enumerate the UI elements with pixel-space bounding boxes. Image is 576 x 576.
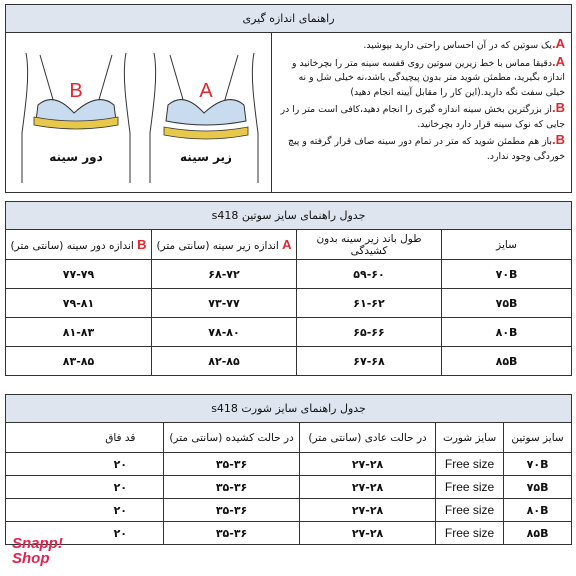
guide-item-text: از بزرگترین بخش سینه اندازه گیری را انجام دهید،کافی است متر را در جایی که نوک سینه قرار دارد بچرخانید. bbox=[280, 104, 565, 130]
underbust-value: ۷۳-۷۷ bbox=[152, 289, 297, 318]
table-row bbox=[6, 453, 572, 476]
bra-size: ۷۰B bbox=[442, 260, 572, 289]
underbust-value: ۸۲-۸۵ bbox=[152, 347, 297, 376]
bra-size: ۷۰B bbox=[504, 453, 572, 476]
underbust-value: ۶۸-۷۲ bbox=[152, 260, 297, 289]
header-bra-size: سایز سوتین bbox=[504, 423, 572, 453]
brief-size: Free size bbox=[436, 499, 504, 522]
bust-value: ۸۳-۸۵ bbox=[6, 347, 152, 376]
figure-a-label: زیر سینه bbox=[179, 150, 232, 164]
table-row bbox=[6, 289, 572, 318]
table-row bbox=[6, 318, 572, 347]
bra-size: ۸۰B bbox=[442, 318, 572, 347]
height-value: ۲۰ bbox=[78, 453, 164, 476]
header-underbust-letter: A bbox=[282, 237, 292, 252]
header-bust: B اندازه دور سینه (سانتی متر) bbox=[6, 230, 152, 260]
guide-title: راهنمای اندازه گیری bbox=[6, 5, 572, 33]
bra-measurement-illustration bbox=[8, 33, 270, 189]
figure-underbust bbox=[150, 53, 258, 183]
bra-size: ۷۵B bbox=[504, 476, 572, 499]
measurement-guide bbox=[5, 4, 572, 193]
band-value: ۶۵-۶۶ bbox=[297, 318, 442, 347]
band-value: ۶۱-۶۲ bbox=[297, 289, 442, 318]
header-bust-letter: B bbox=[137, 237, 147, 252]
brief-size: Free size bbox=[436, 522, 504, 545]
bra-size: ۷۵B bbox=[442, 289, 572, 318]
logo-line-1: Snapp! bbox=[12, 535, 63, 552]
normal-value: ۲۷-۲۸ bbox=[300, 476, 436, 499]
guide-item bbox=[278, 55, 565, 101]
table-row bbox=[6, 260, 572, 289]
figure-b-letter: B bbox=[68, 80, 83, 102]
figure-bust bbox=[22, 53, 130, 183]
bra-size: ۸۵B bbox=[504, 522, 572, 545]
guide-item-letter: B. bbox=[551, 100, 565, 115]
guide-item bbox=[278, 133, 565, 164]
snapp-shop-logo bbox=[12, 536, 72, 566]
header-underbust: A اندازه زیر سینه (سانتی متر) bbox=[152, 230, 297, 260]
band-value: ۵۹-۶۰ bbox=[297, 260, 442, 289]
bra-size: ۸۰B bbox=[504, 499, 572, 522]
stretched-value: ۳۵-۳۶ bbox=[164, 453, 300, 476]
guide-illustration bbox=[6, 33, 272, 193]
figure-b-label: دور سینه bbox=[48, 150, 103, 164]
guide-item bbox=[278, 101, 565, 132]
guide-item-letter: B. bbox=[551, 132, 565, 147]
stretched-value: ۳۵-۳۶ bbox=[164, 522, 300, 545]
header-normal: در حالت عادی (سانتی متر) bbox=[300, 423, 436, 453]
guide-item-letter: A. bbox=[551, 53, 565, 69]
figure-a-letter: A bbox=[198, 80, 213, 102]
height-value: ۲۰ bbox=[78, 522, 164, 545]
normal-value: ۲۷-۲۸ bbox=[300, 453, 436, 476]
table-row bbox=[6, 522, 572, 545]
bust-value: ۷۷-۷۹ bbox=[6, 260, 152, 289]
brief-size: Free size bbox=[436, 453, 504, 476]
guide-instructions bbox=[272, 33, 572, 193]
bust-value: ۷۹-۸۱ bbox=[6, 289, 152, 318]
guide-item-letter: A. bbox=[551, 36, 565, 51]
stretched-value: ۳۵-۳۶ bbox=[164, 476, 300, 499]
logo-line-2: Shop bbox=[12, 550, 50, 567]
bra-size-table bbox=[5, 201, 572, 376]
brief-table-title: جدول راهنمای سایز شورت s418 bbox=[6, 395, 572, 423]
header-band-length: طول باند زیر سینه بدون کشیدگی bbox=[297, 230, 442, 260]
guide-item bbox=[278, 37, 565, 54]
table-row bbox=[6, 476, 572, 499]
header-height: قد فاق bbox=[78, 423, 164, 453]
guide-item-text: دقیقا مماس با خط زیرین سوتین روی قفسه سینه متر را بچرخانید و اندازه بگیرید، مطمئن شوید متر بدون پیچیدگی باشد،نه خیلی شل و نه خیلی سفت نگه دارید.(این کار را مقابل آیینه انجام دهید) bbox=[292, 57, 565, 98]
band-value: ۶۷-۶۸ bbox=[297, 347, 442, 376]
stretched-value: ۳۵-۳۶ bbox=[164, 499, 300, 522]
bra-size: ۸۵B bbox=[442, 347, 572, 376]
size-guide-sheet bbox=[5, 4, 571, 545]
header-size: سایز bbox=[442, 230, 572, 260]
bust-value: ۸۱-۸۳ bbox=[6, 318, 152, 347]
guide-item-text: باز هم مطمئن شوید که متر در تمام دور سینه صاف قرار گرفته و پیچ خوردگی وجود ندارد. bbox=[287, 136, 565, 162]
table-row bbox=[6, 499, 572, 522]
brief-size: Free size bbox=[436, 476, 504, 499]
header-brief-size: سایز شورت bbox=[436, 423, 504, 453]
normal-value: ۲۷-۲۸ bbox=[300, 499, 436, 522]
height-value: ۲۰ bbox=[78, 476, 164, 499]
bra-table-title: جدول راهنمای سایز سوتین s418 bbox=[6, 202, 572, 230]
brief-size-table bbox=[5, 394, 572, 545]
height-value: ۲۰ bbox=[78, 499, 164, 522]
table-row bbox=[6, 347, 572, 376]
header-empty bbox=[6, 423, 78, 453]
normal-value: ۲۷-۲۸ bbox=[300, 522, 436, 545]
header-stretched: در حالت کشیده (سانتی متر) bbox=[164, 423, 300, 453]
guide-item-text: یک سوتین که در آن احساس راحتی دارید بپوشید. bbox=[363, 40, 552, 51]
underbust-value: ۷۸-۸۰ bbox=[152, 318, 297, 347]
